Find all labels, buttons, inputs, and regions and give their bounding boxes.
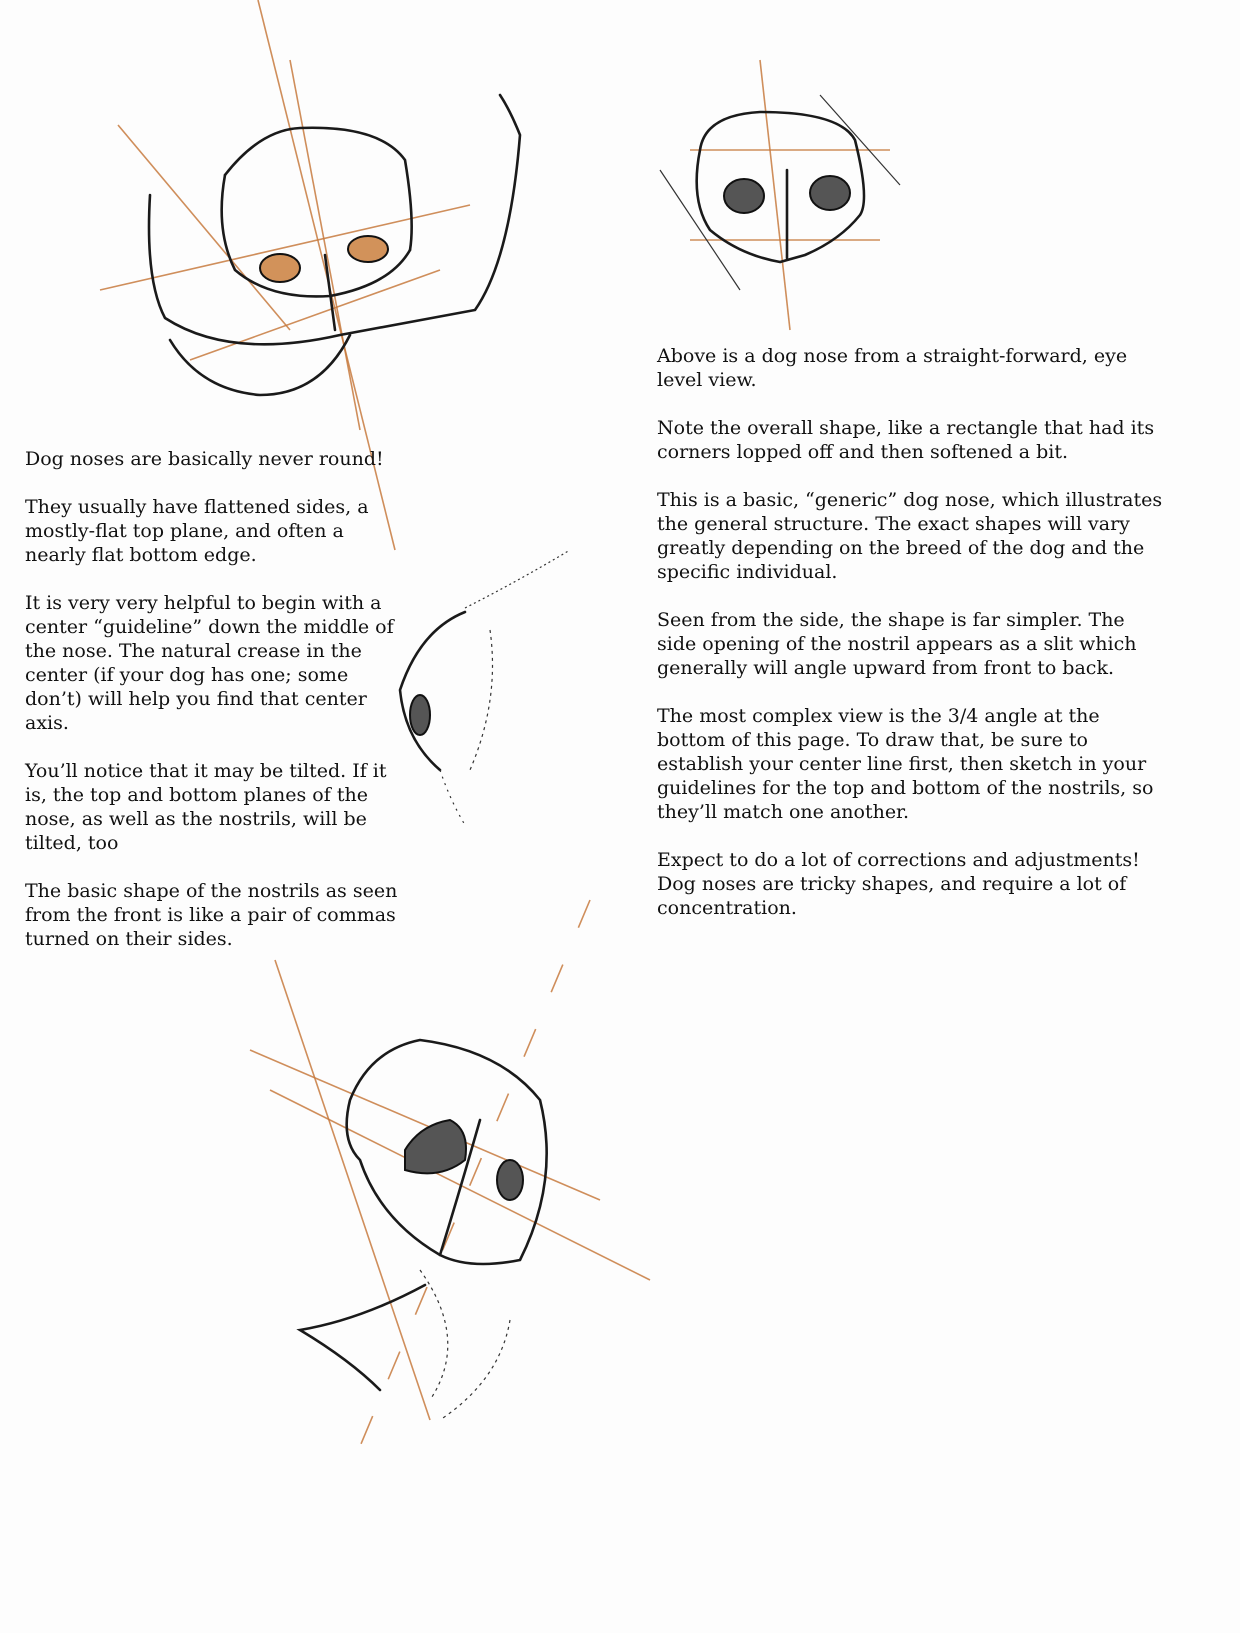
text-line: guidelines for the top and bottom of the nostrils, so: [657, 777, 1154, 799]
text-line: Note the overall shape, like a rectangle that had its: [657, 417, 1155, 439]
text-line: establish your center line first, then sketch in your: [657, 753, 1147, 775]
text-line: specific individual.: [657, 561, 838, 583]
text-line: axis.: [25, 712, 69, 734]
three-quarter-nose-sketch: [250, 900, 650, 1470]
text-line: Dog noses are basically never round!: [25, 448, 384, 470]
paragraph: [657, 416, 1162, 464]
text-line: concentration.: [657, 897, 797, 919]
text-line: generally will angle upward from front to back.: [657, 657, 1114, 679]
paragraph: [25, 495, 397, 567]
text-line: side opening of the nostril appears as a slit which: [657, 633, 1137, 655]
paragraph: [25, 447, 397, 471]
text-line: bottom of this page. To draw that, be sure to: [657, 729, 1088, 751]
text-line: The most complex view is the 3/4 angle at the: [657, 705, 1100, 727]
text-line: Seen from the side, the shape is far simpler. The: [657, 609, 1125, 631]
text-line: corners lopped off and then softened a bit.: [657, 441, 1069, 463]
text-line: tilted, too: [25, 832, 119, 854]
text-line: is, the top and bottom planes of the: [25, 784, 368, 806]
right-text-column: [657, 344, 1162, 944]
paragraph: [25, 591, 397, 735]
paragraph: [657, 608, 1162, 680]
text-line: This is a basic, “generic” dog nose, which illustrates: [657, 489, 1163, 511]
paragraph: [25, 759, 397, 855]
text-line: turned on their sides.: [25, 928, 233, 950]
text-line: the nose. The natural crease in the: [25, 640, 362, 662]
paragraph: [657, 848, 1162, 920]
paragraph: [657, 344, 1162, 392]
paragraph: [25, 879, 397, 951]
text-line: Dog noses are tricky shapes, and require a lot of: [657, 873, 1127, 895]
text-line: The basic shape of the nostrils as seen: [25, 880, 398, 902]
text-line: nearly flat bottom edge.: [25, 544, 257, 566]
side-view-nose-sketch: [400, 550, 570, 825]
paragraph: [657, 488, 1162, 584]
text-line: Expect to do a lot of corrections and adjustments!: [657, 849, 1140, 871]
straight-front-nose-sketch: [660, 60, 900, 330]
text-line: nose, as well as the nostrils, will be: [25, 808, 367, 830]
text-line: It is very very helpful to begin with a: [25, 592, 382, 614]
text-line: They usually have flattened sides, a: [25, 496, 369, 518]
text-line: level view.: [657, 369, 757, 391]
text-line: center (if your dog has one; some: [25, 664, 349, 686]
text-line: You’ll notice that it may be tilted. If it: [25, 760, 387, 782]
text-line: from the front is like a pair of commas: [25, 904, 396, 926]
text-line: the general structure. The exact shapes will vary: [657, 513, 1130, 535]
text-line: greatly depending on the breed of the dog and the: [657, 537, 1145, 559]
paragraph: [657, 704, 1162, 824]
text-line: they’ll match one another.: [657, 801, 910, 823]
text-line: Above is a dog nose from a straight-forward, eye: [657, 345, 1128, 367]
text-line: don’t) will help you find that center: [25, 688, 367, 710]
text-line: center “guideline” down the middle of: [25, 616, 394, 638]
text-line: mostly-flat top plane, and often a: [25, 520, 344, 542]
left-text-column: [25, 447, 397, 975]
